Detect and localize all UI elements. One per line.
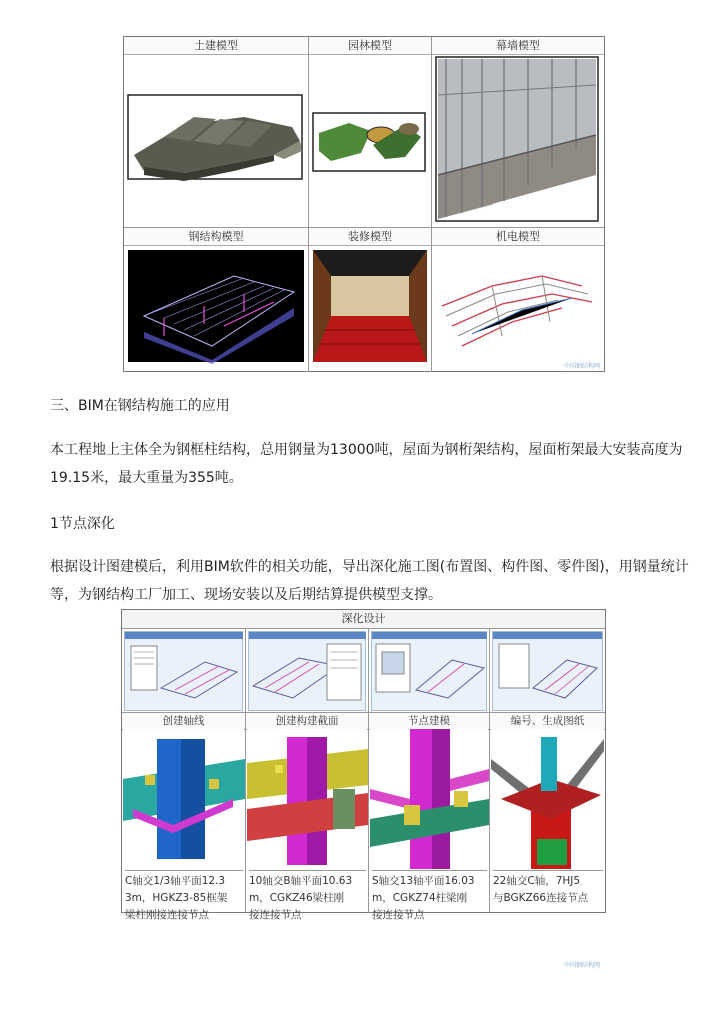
- software-screenshot: [371, 631, 487, 711]
- civil-model-image: [124, 55, 308, 227]
- step-column: [122, 629, 246, 921]
- detailing-figure: [121, 609, 606, 969]
- step-column: [246, 629, 369, 921]
- steel-structure-model-image: [124, 246, 308, 372]
- figure-title: 深化设计: [122, 610, 605, 629]
- paragraph: 本工程地上主体全为钢框柱结构，总用钢量为13000吨，屋面为钢桁架结构，屋面桁架最大安装高度为19.15米，最大重量为355吨。: [50, 442, 683, 486]
- software-screenshot: [124, 631, 243, 711]
- model-cell-curtain-wall: [432, 37, 604, 227]
- node-caption: 22轴交C轴，7HJ5 与BGKZ66连接节点: [493, 870, 603, 911]
- software-screenshot: [248, 631, 366, 711]
- model-label: 园林模型: [309, 37, 431, 55]
- model-cell-steel: [124, 228, 309, 372]
- step-column: [490, 629, 605, 969]
- step-label: 创建构建截面: [246, 712, 368, 730]
- paragraph: 根据设计图建模后，利用BIM软件的相关功能，导出深化施工图(布置图、构件图、零件图)，用钢量统计等，为钢结构工厂加工、现场安装以及后期结算提供模型支撑。: [50, 559, 689, 603]
- node-model-image: [123, 729, 244, 869]
- model-figure: [123, 36, 605, 372]
- step-label: 编号、生成图纸: [490, 712, 605, 730]
- model-label: 幕墙模型: [432, 37, 604, 55]
- node-caption: S轴交13轴平面16.03 m，CGKZ74柱梁刚 接连接节点: [372, 870, 487, 911]
- step-column: [369, 629, 490, 921]
- model-cell-landscape: [309, 37, 432, 227]
- mep-model-image: [432, 246, 604, 372]
- subheading: 1节点深化: [50, 516, 115, 532]
- curtain-wall-model-image: [432, 55, 604, 227]
- model-cell-mep: [432, 228, 604, 372]
- model-cell-decoration: [309, 228, 432, 372]
- model-label: 钢结构模型: [124, 228, 308, 246]
- step-label: 节点建模: [369, 712, 489, 730]
- watermark: 中国钢结构网: [563, 363, 600, 370]
- node-caption: C轴交1/3轴平面12.3 3m，HGKZ3-85框架 梁柱刚接连接节点: [125, 870, 243, 911]
- model-cell-civil: [124, 37, 309, 227]
- step-label: 创建轴线: [122, 712, 245, 730]
- software-screenshot: [492, 631, 603, 711]
- model-label: 装修模型: [309, 228, 431, 246]
- landscape-model-image: [309, 55, 431, 227]
- node-model-image: [370, 729, 488, 869]
- node-model-image: [247, 729, 367, 869]
- section-heading: 三、BIM在钢结构施工的应用: [50, 398, 230, 414]
- node-caption: 10轴交B轴平面10.63 m，CGKZ46梁柱刚 接连接节点: [249, 870, 366, 911]
- model-label: 土建模型: [124, 37, 308, 55]
- decoration-model-image: [309, 246, 431, 372]
- model-label: 机电模型: [432, 228, 604, 246]
- watermark: 中国钢结构网: [563, 962, 600, 969]
